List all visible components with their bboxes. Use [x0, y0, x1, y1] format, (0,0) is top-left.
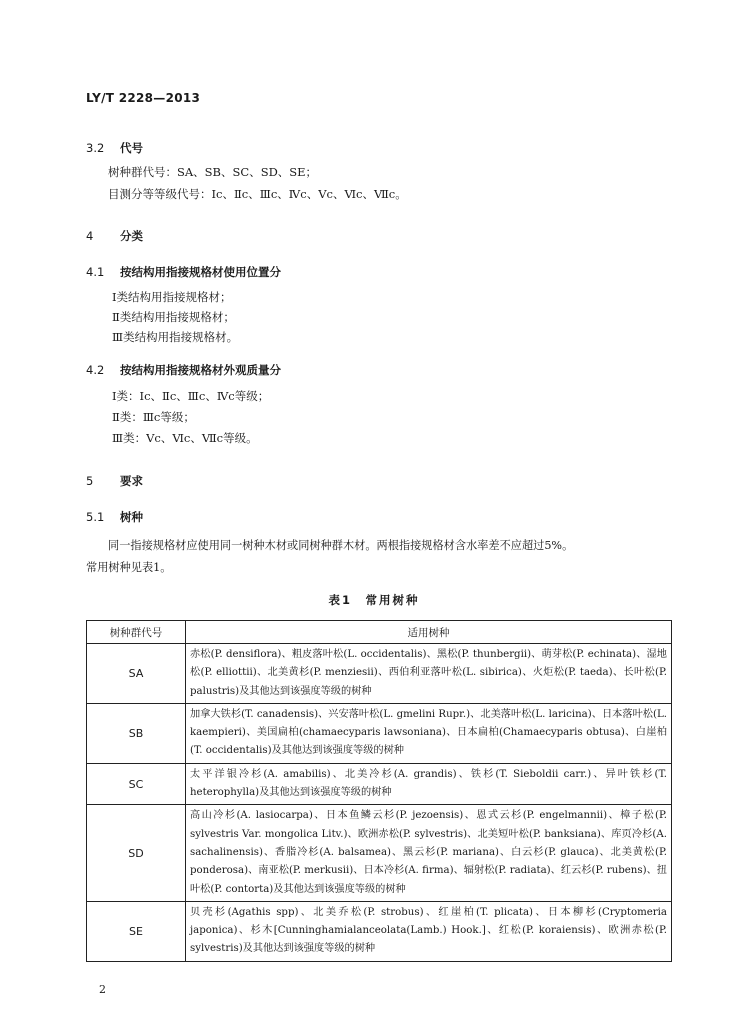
species-cell: 加拿大铁杉(T. canadensis)、兴安落叶松(L. gmelini Rupr.)、北美落叶松(L. laricina)、日本落叶松(L. kaempieri)、美国扁柏(chamaecyparis lawsoniana)、日本扁柏(Chamaecyparis obtusa)、白崖柏(T. occidentalis)及其他达到该强度等级的树种 [186, 703, 672, 763]
table-caption: 表1 常用树种 [328, 593, 420, 607]
table-row [87, 644, 672, 704]
section-5-heading [86, 473, 143, 489]
page-number: 2 [99, 983, 106, 996]
standard-code: LY/T 2228—2013 [86, 91, 201, 105]
column-header-species: 适用树种 [186, 621, 672, 644]
section-title: 代号 [120, 141, 143, 155]
table-row [87, 703, 672, 763]
group-code-cell: SB [87, 703, 186, 763]
section-title: 树种 [120, 510, 143, 524]
section-5-1-body [86, 535, 672, 579]
section-4-2-body [112, 386, 269, 449]
paragraph-line: Ⅱ类结构用指接规格材； [112, 310, 235, 324]
table-header-row [87, 621, 672, 644]
paragraph-line: Ⅰ类结构用指接规格材； [112, 290, 232, 304]
species-cell: 贝壳杉(Agathis spp)、北美乔松(P. strobus)、红崖柏(T. plicata)、日本柳杉(Cryptomeria japonica)、杉木[Cunninghamialanceolata(Lamb.) Hook.]、红松(P. koraiensis)、欧洲赤松(P. sylvestris)及其他达到该强度等级的树种 [186, 901, 672, 961]
paragraph-line: Ⅲ类：Ⅴc、Ⅵc、Ⅶc等级。 [112, 431, 258, 445]
section-title: 要求 [120, 474, 143, 488]
section-3-2-heading [86, 140, 143, 156]
section-4-1-body [112, 287, 238, 347]
section-title: 按结构用指接规格材使用位置分 [120, 265, 281, 279]
section-title: 按结构用指接规格材外观质量分 [120, 363, 281, 377]
section-4-2-heading [86, 362, 281, 378]
paragraph-line: 目测分等等级代号：Ⅰc、Ⅱc、Ⅲc、Ⅳc、Ⅴc、Ⅵc、Ⅶc。 [108, 187, 407, 201]
paragraph-line: 树种群代号：SA、SB、SC、SD、SE； [108, 165, 318, 179]
species-cell: 太平洋银冷杉(A. amabilis)、北美冷杉(A. grandis)、铁杉(T. Sieboldii carr.)、异叶铁杉(T. heterophylla)及其他达到该强度等级的树种 [186, 763, 672, 805]
section-number: 5 [86, 474, 94, 488]
column-header-group-code: 树种群代号 [87, 621, 186, 644]
paragraph-line: Ⅲ类结构用指接规格材。 [112, 330, 239, 344]
group-code-cell: SD [87, 805, 186, 901]
paragraph-line: Ⅰ类：Ⅰc、Ⅱc、Ⅲc、Ⅳc等级； [112, 389, 270, 403]
paragraph-line: 常用树种见表1。 [86, 561, 172, 574]
section-title: 分类 [120, 229, 143, 243]
section-number: 4.2 [86, 363, 105, 377]
section-3-2-body [108, 161, 407, 205]
group-code-cell: SA [87, 644, 186, 704]
table-row [87, 805, 672, 901]
group-code-cell: SE [87, 901, 186, 961]
tree-species-table [86, 620, 672, 962]
section-number: 4.1 [86, 265, 105, 279]
table-row [87, 763, 672, 805]
section-4-heading [86, 228, 143, 244]
species-cell: 高山冷杉(A. lasiocarpa)、日本鱼鳞云杉(P. jezoensis)、恩式云杉(P. engelmannii)、樟子松(P. sylvestris Var. mongolica Litv.)、欧洲赤松(P. sylvestris)、北美短叶松(P. banksiana)、库页冷杉(A. sachalinensis)、香脂冷杉(A. balsamea)、黑云杉(P. mariana)、白云杉(P. glauca)、北美黄松(P. ponderosa)、南亚松(P. merkusii)、日本冷杉(A. firma)、辐射松(P. radiata)、红云杉(P. rubens)、扭叶松(P. contorta)及其他达到该强度等级的树种 [186, 805, 672, 901]
section-4-1-heading [86, 264, 281, 280]
section-number: 5.1 [86, 510, 105, 524]
section-number: 3.2 [86, 141, 105, 155]
species-cell: 赤松(P. densiflora)、粗皮落叶松(L. occidentalis)、黑松(P. thunbergii)、萌芽松(P. echinata)、湿地松(P. elliottii)、北美黄杉(P. menziesii)、西伯利亚落叶松(L. sibirica)、火炬松(P. taeda)、长叶松(P. palustris)及其他达到该强度等级的树种 [186, 644, 672, 704]
paragraph-line: 同一指接规格材应使用同一树种木材或同树种群木材。两根指接规格材含水率差不应超过5%。 [108, 539, 574, 552]
section-number: 4 [86, 229, 94, 243]
table-row [87, 901, 672, 961]
paragraph-line: Ⅱ类：Ⅲc等级； [112, 410, 195, 424]
group-code-cell: SC [87, 763, 186, 805]
section-5-1-heading [86, 509, 143, 525]
